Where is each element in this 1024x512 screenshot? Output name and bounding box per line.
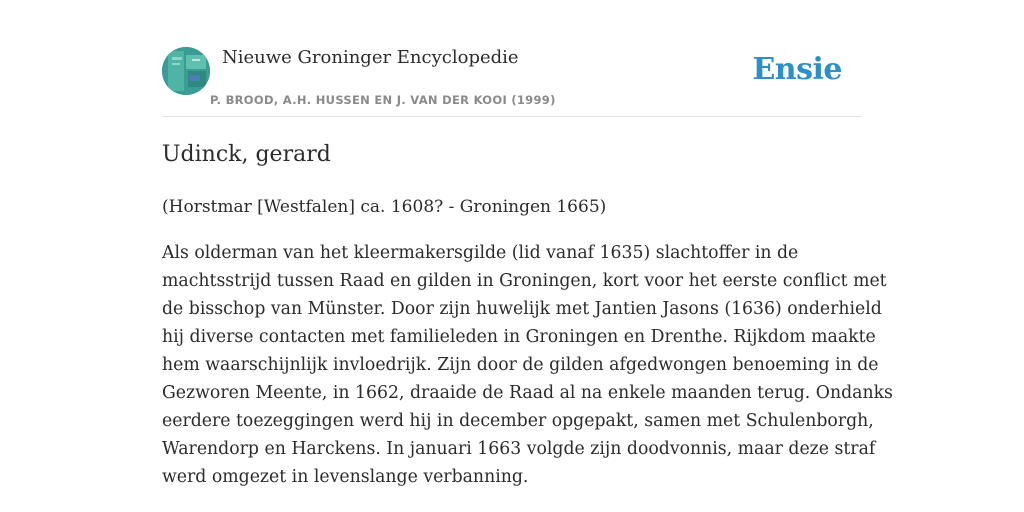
- entry-body-line: hij diverse contacten met familieleden in Groningen en Drenthe. Rijkdom maakte: [162, 327, 876, 347]
- entry-body-line: Gezworen Meente, in 1662, draaide de Raad al na enkele maanden terug. Ondanks: [162, 383, 893, 403]
- entry-body-line: werd omgezet in levenslange verbanning.: [162, 467, 529, 487]
- entry-body: [162, 239, 893, 491]
- entry-card: [162, 0, 893, 512]
- entry-body-line: machtsstrijd tussen Raad en gilden in Groningen, kort voor het eerste conflict met: [162, 271, 887, 291]
- entry-body-line: hem waarschijnlijk invloedrijk. Zijn door de gilden afgedwongen benoeming in de: [162, 355, 879, 375]
- entry-body-line: de bisschop van Münster. Door zijn huwelijk met Jantien Jasons (1636) onderhield: [162, 299, 882, 319]
- source-title[interactable]: Nieuwe Groninger Encyclopedie: [222, 47, 519, 68]
- source-header: [162, 46, 862, 117]
- entry-body-line: Warendorp en Harckens. In januari 1663 volgde zijn doodvonnis, maar deze straf: [162, 439, 876, 459]
- entry-subtitle: (Horstmar [Westfalen] ca. 1608? - Groningen 1665): [162, 197, 607, 217]
- source-authors: P. BROOD, A.H. HUSSEN EN J. VAN DER KOOI (1999): [210, 93, 556, 107]
- ensie-logo[interactable]: Ensie: [752, 52, 842, 87]
- book-cover-icon[interactable]: [162, 47, 210, 95]
- entry-body-line: eerdere toezeggingen werd hij in december opgepakt, samen met Schulenborgh,: [162, 411, 874, 431]
- entry-title: Udinck, gerard: [162, 142, 331, 167]
- entry-body-line: Als olderman van het kleermakersgilde (lid vanaf 1635) slachtoffer in de: [162, 243, 799, 263]
